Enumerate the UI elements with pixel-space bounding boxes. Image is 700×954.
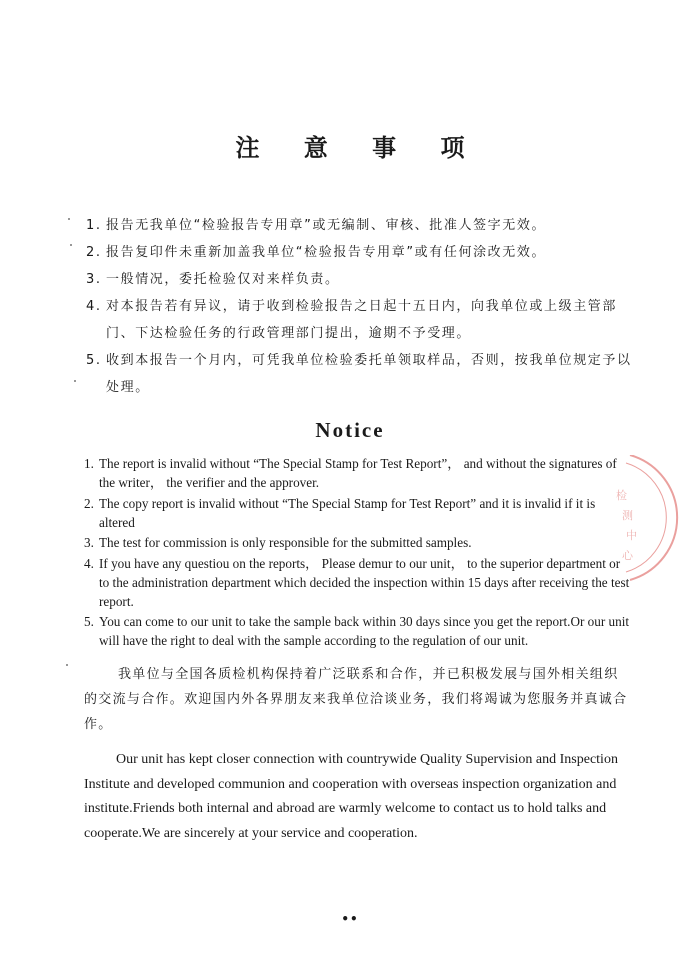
svg-text:中: 中 — [626, 529, 637, 542]
cn-item-number: 4. — [86, 299, 102, 314]
en-item-text: If you have any questiou on the reports， Please demur to our unit， to the superior department or to the administration department which decided the inspection within 15 days after receiving the test report. — [99, 555, 630, 609]
en-notice-item-5 — [84, 612, 632, 650]
en-item-text: You can come to our unit to take the sample back within 30 days since you get the report.Or our unit will have the right to deal with the sample according to the regulation of our unit. — [99, 614, 630, 649]
cn-item-text: 报告复印件未重新加盖我单位“检验报告专用章”或有任何涂改无效。 — [106, 245, 547, 260]
partial-red-seal-icon — [600, 455, 700, 585]
cn-item-text: 报告无我单位“检验报告专用章”或无编制、审核、批准人签字无效。 — [106, 218, 547, 233]
svg-text:心: 心 — [622, 549, 633, 562]
cn-notice-item-3 — [86, 266, 646, 293]
en-notice-item-4 — [84, 554, 632, 611]
cn-notice-item-1 — [86, 212, 646, 239]
cn-item-number: 3. — [86, 272, 102, 287]
cn-notice-item-2 — [86, 239, 646, 266]
en-item-number: 4. — [84, 555, 94, 571]
cn-cooperation-paragraph: 我单位与全国各质检机构保持着广泛联系和合作，并已积极发展与国外相关组织的交流与合作。欢迎国内外各界朋友来我单位洽谈业务，我们将竭诚为您服务并真诚合作。 — [84, 667, 628, 732]
en-item-text: The test for commission is only responsible for the submitted samples. — [99, 535, 472, 551]
svg-text:测: 测 — [622, 509, 633, 522]
cn-item-text: 对本报告若有异议，请于收到检验报告之日起十五日内，向我单位或上级主管部门、下达检验任务的行政管理部门提出，逾期不予受理。 — [106, 299, 618, 341]
cn-notice-item-4 — [86, 293, 646, 347]
en-item-text: The report is invalid without “The Special Stamp for Test Report”， and without the signatures of the writer， the verifier and the approver. — [99, 456, 617, 490]
cn-notice-item-5 — [86, 347, 646, 401]
cn-item-number: 2. — [86, 245, 102, 260]
en-notice-item-3 — [84, 533, 632, 552]
en-item-number: 3. — [84, 535, 94, 551]
cn-notice-list — [86, 212, 646, 401]
en-notice-list — [84, 454, 632, 652]
cn-item-number: 1. — [86, 218, 102, 233]
en-item-number: 1. — [84, 456, 94, 471]
cn-notice-title: 注 意 事 项 — [235, 133, 483, 162]
en-notice-title: Notice — [315, 418, 385, 442]
en-item-text: The copy report is invalid without “The Special Stamp for Test Report” and it is invalid if it is altered — [99, 495, 596, 530]
cn-item-number: 5. — [86, 353, 102, 368]
svg-text:检: 检 — [616, 489, 627, 502]
en-notice-item-2 — [84, 494, 632, 532]
en-item-number: 5. — [84, 614, 94, 630]
cn-item-text: 收到本报告一个月内，可凭我单位检验委托单领取样品，否则，按我单位规定予以处理。 — [106, 353, 632, 395]
en-item-number: 2. — [84, 495, 94, 511]
en-cooperation-paragraph: Our unit has kept closer connection with countrywide Quality Supervision and Inspection Institute and developed communion and cooperation with overseas inspection organization and institute.Friends both internal and abroad are warmly welcome to contact us to hold talks and cooperate.We are sincerely at your service and cooperation. — [84, 752, 618, 841]
cn-item-text: 一般情况，委托检验仅对来样负责。 — [106, 272, 340, 287]
footer-marks: •• — [341, 912, 359, 926]
en-notice-item-1 — [84, 454, 632, 492]
